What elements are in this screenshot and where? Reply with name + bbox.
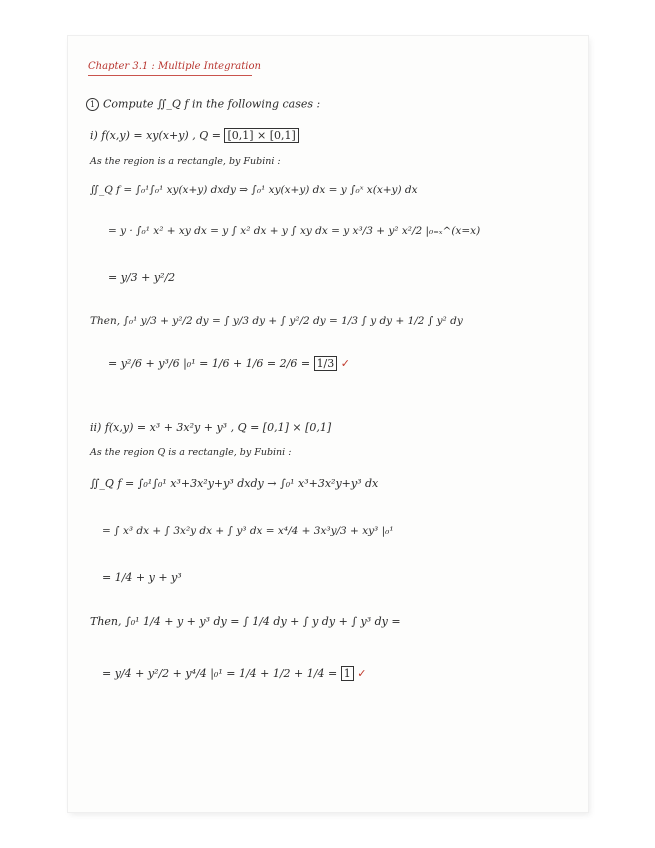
part-ii-line-5	[102, 668, 366, 679]
part-i-line-2: = y · ∫₀¹ x² + xy dx = y ∫ x² dx + y ∫ xy dx = y x³/3 + y² x²/2 |₀₌ₓ^(x=x)	[108, 225, 481, 237]
problem-number-circle: 1	[86, 98, 99, 111]
problem-text: Compute ∬_Q f in the following cases :	[103, 97, 321, 111]
part-i-line-1: ∬_Q f = ∫₀¹∫₀¹ xy(x+y) dxdy ⇒ ∫₀¹ xy(x+y) dx = y ∫₀ˣ x(x+y) dx	[90, 184, 418, 196]
notebook-page	[68, 36, 588, 812]
part-i-line-5	[108, 358, 350, 369]
part-i-result-text: = y²/6 + y³/6 |₀¹ = 1/6 + 1/6 = 2/6 =	[108, 357, 311, 370]
part-i-given	[90, 130, 299, 141]
part-i-answer-box: 1/3	[314, 356, 338, 371]
part-i-domain-box: [0,1] × [0,1]	[224, 128, 298, 143]
part-ii-line-1: ∬_Q f = ∫₀¹∫₀¹ x³+3x²y+y³ dxdy → ∫₀¹ x³+3x²y+y³ dx	[90, 477, 379, 490]
part-ii-line-4: Then, ∫₀¹ 1/4 + y + y³ dy = ∫ 1/4 dy + ∫ y dy + ∫ y³ dy =	[90, 615, 401, 628]
part-ii-given: ii) f(x,y) = x³ + 3x²y + y³ , Q = [0,1] × [0,1]	[90, 421, 332, 434]
part-i-line-3: = y/3 + y²/2	[108, 271, 176, 284]
problem-statement	[86, 98, 320, 111]
part-ii-answer-box: 1	[341, 666, 354, 681]
part-ii-result-text: = y/4 + y²/2 + y⁴/4 |₀¹ = 1/4 + 1/2 + 1/4 =	[102, 667, 338, 680]
part-i-intro: As the region is a rectangle, by Fubini :	[90, 156, 281, 167]
part-i-line-4: Then, ∫₀¹ y/3 + y²/2 dy = ∫ y/3 dy + ∫ y²/2 dy = 1/3 ∫ y dy + 1/2 ∫ y² dy	[90, 315, 463, 327]
part-ii-intro: As the region Q is a rectangle, by Fubini :	[90, 447, 292, 458]
part-ii-line-2: = ∫ x³ dx + ∫ 3x²y dx + ∫ y³ dx = x⁴/4 + 3x³y/3 + xy³ |₀¹	[102, 525, 394, 537]
header-underline	[88, 75, 252, 76]
part-i-checkmark-icon: ✓	[340, 357, 350, 370]
part-i-function: i) f(x,y) = xy(x+y) , Q =	[90, 129, 221, 142]
part-ii-checkmark-icon: ✓	[357, 667, 367, 680]
part-ii-line-3: = 1/4 + y + y³	[102, 571, 182, 584]
chapter-header: Chapter 3.1 : Multiple Integration	[88, 61, 261, 72]
